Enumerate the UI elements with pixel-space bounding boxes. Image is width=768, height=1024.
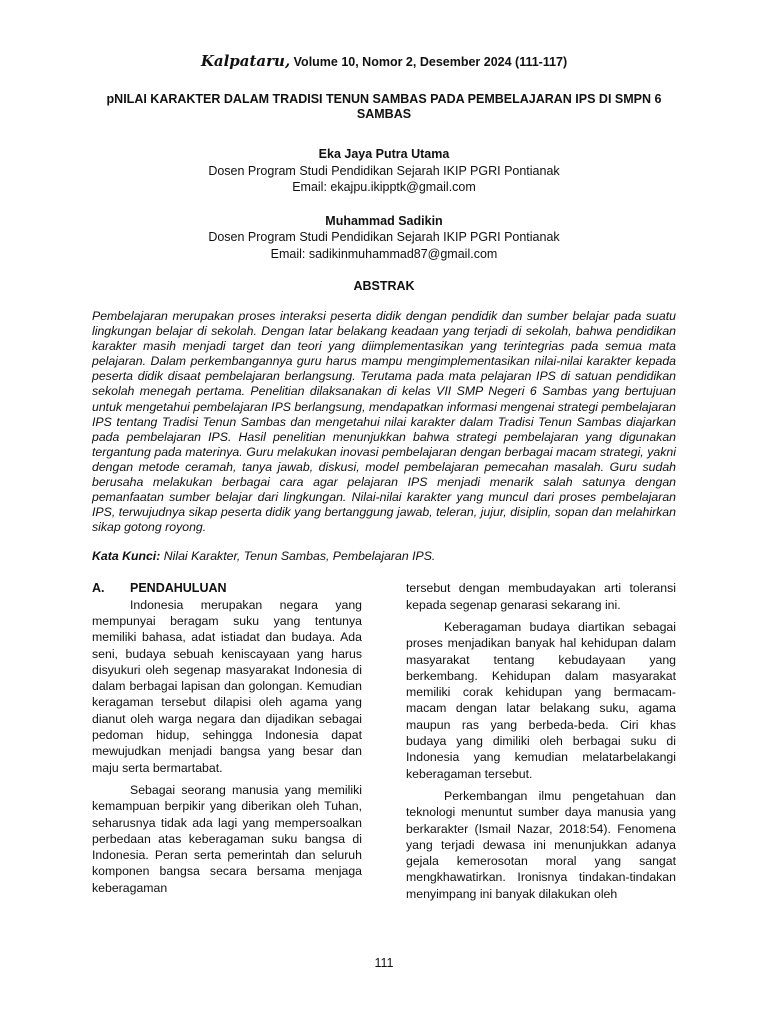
author-name: Eka Jaya Putra Utama xyxy=(318,147,450,161)
author-affiliation: Dosen Program Studi Pendidikan Sejarah IKIP PGRI Pontianak xyxy=(208,163,560,178)
author-email: Email: ekajpu.ikipptk@gmail.com xyxy=(292,180,476,194)
page-number: 111 xyxy=(374,956,394,970)
author-name: Muhammad Sadikin xyxy=(325,213,443,228)
body-paragraph: Perkembangan ilmu pengetahuan dan teknologi menuntut sumber daya manusia yang berkarakter (Ismail Nazar, 2018:54). Fenomena yang terjadi dewasa ini menunjukkan adanya gejala kemerosotan moral yang sangat mengkhawatirkan. Ironisnya tindakan-tindakan menyimpang ini banyak dilakukan oleh xyxy=(406,788,676,901)
paper-page xyxy=(92,52,676,908)
right-column xyxy=(406,580,676,908)
abstract-heading: ABSTRAK xyxy=(353,279,415,293)
section-heading xyxy=(92,580,362,596)
body-paragraph-continuation: tersebut dengan membudayakan arti toleransi kepada segenap genarasi sekarang ini. xyxy=(406,581,676,612)
section-title: PENDAHULUAN xyxy=(130,581,227,596)
body-paragraph: Indonesia merupakan negara yang mempunyai beragam suku yang tentunya memiliki bahasa, adat istiadat dan budaya. Ada seni, budaya sebuah keniscayaan yang harus disyukuri oleh segenap masyarakat Indonesia di dalam berbagai lapisan dan golongan. Kemudian keragaman tersebut dilapisi oleh agama yang dianut oleh warga negara dan dijadikan sebagai pedoman hidup, sehingga Indonesia dapat mewujudkan menjadi bangsa yang besar dan maju serta bermartabat. xyxy=(92,597,362,775)
keywords-text: Nilai Karakter, Tenun Sambas, Pembelajaran IPS. xyxy=(160,549,436,564)
author-email: Email: sadikinmuhammad87@gmail.com xyxy=(270,246,498,261)
keywords-label: Kata Kunci: xyxy=(92,549,161,564)
author-block-2 xyxy=(92,213,676,263)
keywords xyxy=(92,549,676,563)
left-column xyxy=(92,580,362,908)
journal-issue: Volume 10, Nomor 2, Desember 2024 (111-117) xyxy=(290,55,568,69)
section-number: A. xyxy=(92,581,105,596)
author-block-1 xyxy=(92,146,676,196)
abstract-text: Pembelajaran merupakan proses interaksi peserta didik dengan pendidik dan sumber belajar pada suatu lingkungan belajar di sekolah. Dengan latar belakang keadaan yang terjadi di sekolah, bahwa pendidikan karakter masih menjadi target dan teori yang diimplementasikan yang terintegrias pada semua mata pelajaran. Dalam perkembangannya guru harus mampu mengimplementasikan nilai-nilai karakter kepada peserta didik disaat pembelajaran berlangsung. Terutama pada mata pelajaran IPS di satuan pendidikan sekolah menegah pertama. Penelitian dilaksanakan di kelas VII SMP Negeri 6 Sambas yang bertujuan untuk mengetahui pembelajaran IPS berlangsung, mendapatkan informasi mengenai strategi pembelajaran IPS tentang Tradisi Tenun Sambas dan mengetahui nilai karakter dalam Tradisi Tenun Sambas diajarkan pada pembelajaran IPS. Hasil penelitian menunjukkan bahwa strategi pembelajaran yang digunakan tergantung pada materinya. Guru melakukan inovasi pembelajaran dengan berbagai macam strategi, yakni dengan metode ceramah, tanya jawab, diskusi, model pembelajaran pemecahan masalah. Guru sudah berusaha melakukan berbagai cara agar pelajaran IPS menjadi menarik salah satunya dengan pemanfaatan sumber belajar dari lingkungan. Nilai-nilai karakter yang muncul dari proses pembelajaran IPS, terwujudnya sikap peserta didik yang bertanggung jawab, teleran, jujur, disiplin, sopan dan melahirkan sikap gotong royong. xyxy=(92,309,676,535)
author-affiliation: Dosen Program Studi Pendidikan Sejarah IKIP PGRI Pontianak xyxy=(208,230,560,244)
journal-name: Kalpataru, xyxy=(200,52,291,70)
journal-header xyxy=(92,52,676,70)
body-paragraph: Keberagaman budaya diartikan sebagai proses menjadikan banyak hal kehidupan dalam masyarakat tentang kebudayaan yang berkembang. Kehidupan dalam masyarakat memiliki corak kehidupan yang bermacam-macam dengan latar belakang suku, agama maupun ras yang berbeda-beda. Ciri khas budaya yang dimiliki oleh berbagai suku di Indonesia yang kemudian melatarbelakangi keberagaman tersebut. xyxy=(406,620,676,781)
paper-title: pNILAI KARAKTER DALAM TRADISI TENUN SAMBAS PADA PEMBELAJARAN IPS DI SMPN 6 SAMBAS xyxy=(106,92,662,121)
body-columns xyxy=(92,580,676,908)
body-paragraph: Sebagai seorang manusia yang memiliki kemampuan berpikir yang diberikan oleh Tuhan, seharusnya tidak ada lagi yang mempersoalkan perbedaan atas keberagaman suku bangsa di Indonesia. Peran serta pemerintah dan seluruh komponen bangsa secara bersama menjaga keberagaman xyxy=(92,782,362,895)
